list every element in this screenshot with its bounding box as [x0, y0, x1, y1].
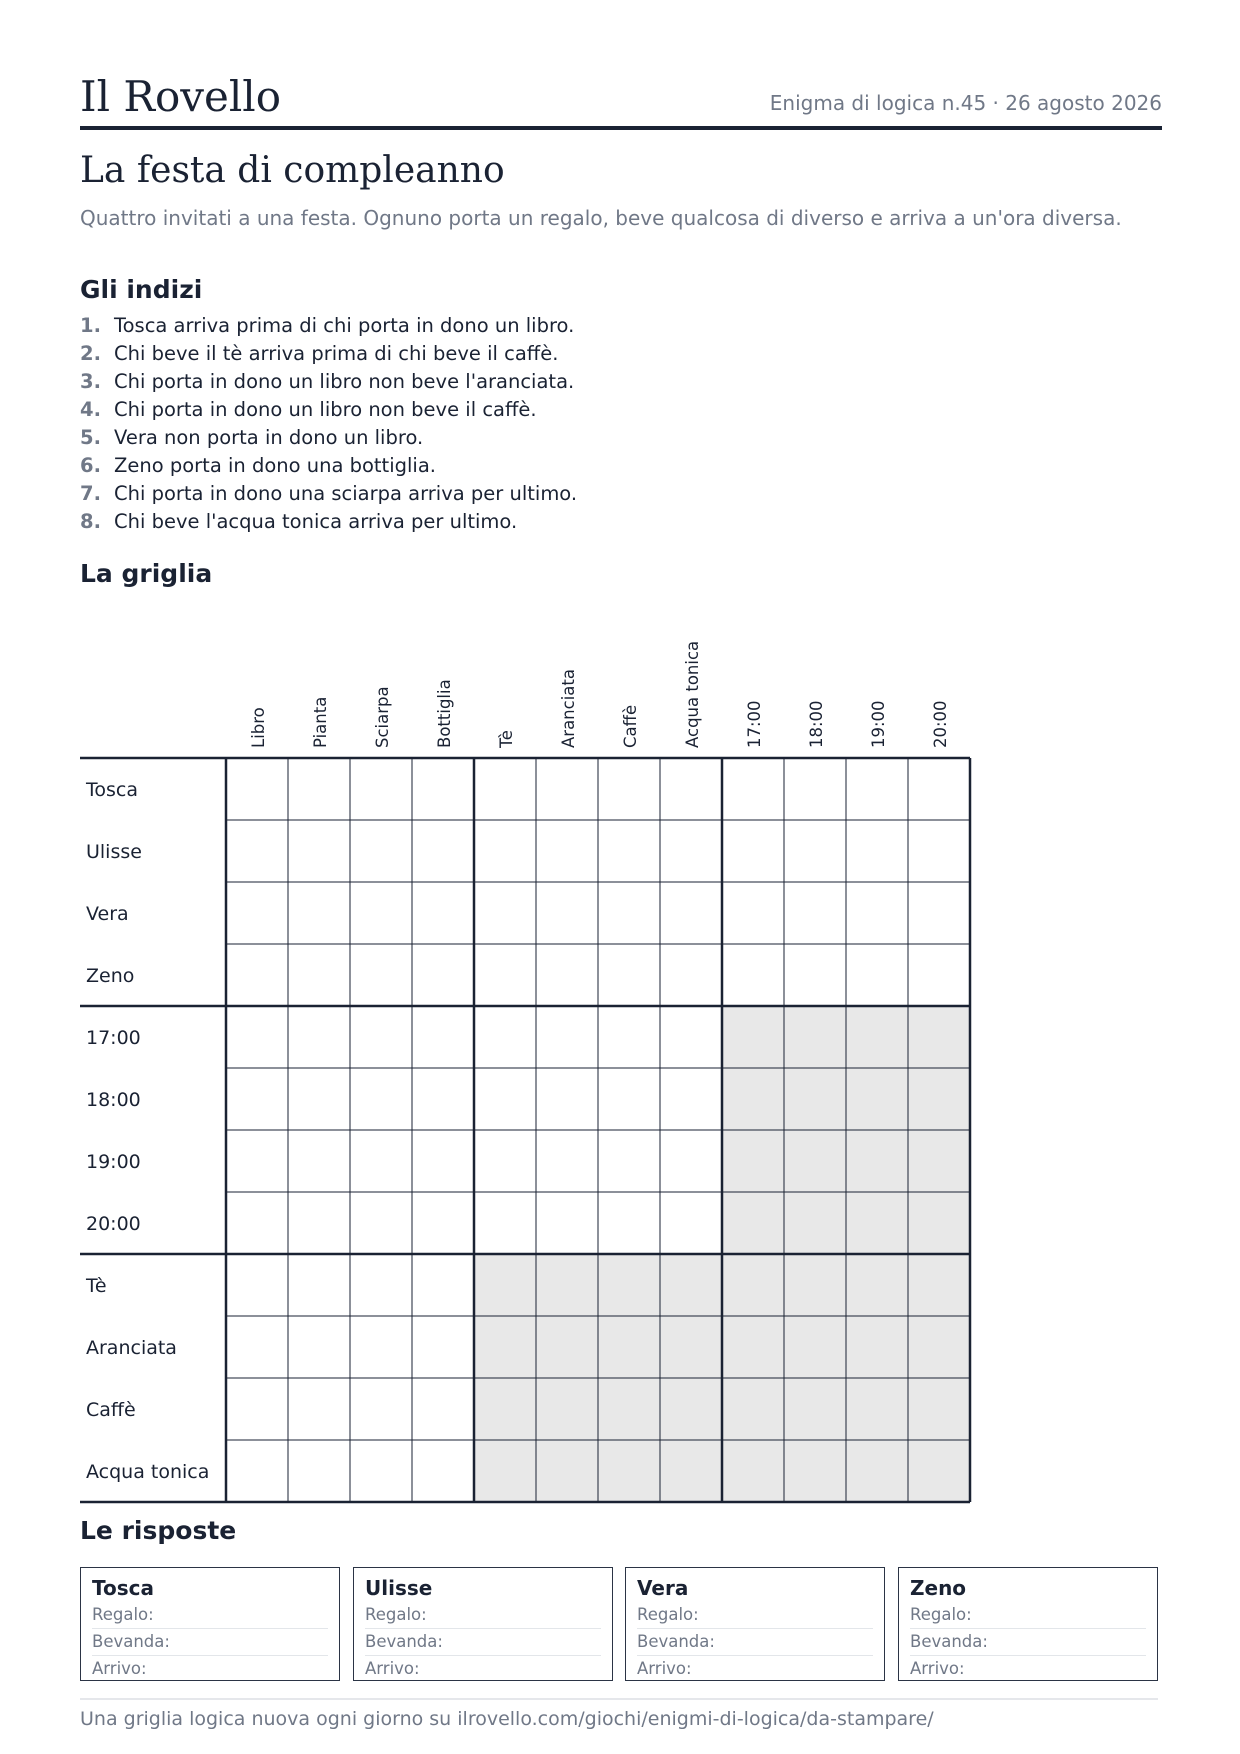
clue-text: Zeno porta in dono una bottiglia. — [114, 454, 436, 477]
row-header: Caffè — [86, 1399, 136, 1421]
column-header: 18:00 — [807, 700, 826, 748]
grid-cell[interactable] — [722, 820, 784, 882]
column-header: Caffè — [621, 704, 640, 748]
grid-cell[interactable] — [598, 758, 660, 820]
grid-cell[interactable] — [660, 820, 722, 882]
clue-number: 8. — [80, 510, 101, 533]
grid-cell[interactable] — [846, 820, 908, 882]
grid-cell[interactable] — [350, 758, 412, 820]
answers-section — [80, 1567, 1158, 1681]
grid-cell[interactable] — [412, 1006, 474, 1068]
grid-cell[interactable] — [226, 1006, 288, 1068]
grid-cell-blocked — [536, 1316, 598, 1378]
grid-cell[interactable] — [288, 1068, 350, 1130]
grid-cell[interactable] — [350, 1006, 412, 1068]
grid-cell-blocked — [908, 1192, 970, 1254]
grid-cell-blocked — [784, 1068, 846, 1130]
grid-cell[interactable] — [846, 944, 908, 1006]
grid-cell[interactable] — [598, 1068, 660, 1130]
column-header: Bottiglia — [435, 679, 454, 748]
clue-number: 2. — [80, 342, 101, 365]
answer-name: Ulisse — [365, 1576, 433, 1600]
answer-card-vera — [625, 1567, 885, 1681]
grid-cell[interactable] — [536, 758, 598, 820]
issue-info: Enigma di logica n.45 · 26 agosto 2026 — [769, 91, 1162, 115]
clue-text: Tosca arriva prima di chi porta in dono un libro. — [114, 314, 575, 337]
answer-field-drink[interactable]: Bevanda: — [637, 1629, 873, 1656]
grid-cell[interactable] — [412, 1192, 474, 1254]
grid-cell[interactable] — [226, 1068, 288, 1130]
grid-cell[interactable] — [660, 1130, 722, 1192]
grid-cell-blocked — [908, 1440, 970, 1502]
grid-cell[interactable] — [288, 1192, 350, 1254]
grid-cell-blocked — [846, 1130, 908, 1192]
answers-heading: Le risposte — [80, 1516, 237, 1545]
grid-cell[interactable] — [226, 882, 288, 944]
clue-number: 3. — [80, 370, 101, 393]
grid-cell[interactable] — [288, 1316, 350, 1378]
answer-field-arrival[interactable]: Arrivo: — [910, 1659, 965, 1678]
column-header: Pianta — [311, 696, 330, 748]
grid-cell[interactable] — [412, 820, 474, 882]
grid-cell[interactable] — [288, 1254, 350, 1316]
answer-field-gift[interactable]: Regalo: — [92, 1602, 328, 1629]
grid-cell-blocked — [846, 1068, 908, 1130]
grid-cell-blocked — [908, 1130, 970, 1192]
grid-cell-blocked — [598, 1316, 660, 1378]
grid-cell-blocked — [660, 1316, 722, 1378]
clue-text: Chi beve l'acqua tonica arriva per ultimo. — [114, 510, 518, 533]
grid-cell-blocked — [660, 1378, 722, 1440]
grid-cell-blocked — [784, 1192, 846, 1254]
grid-cell[interactable] — [412, 882, 474, 944]
clue-text: Vera non porta in dono un libro. — [114, 426, 424, 449]
grid-cell[interactable] — [784, 758, 846, 820]
grid-cell[interactable] — [474, 758, 536, 820]
puzzle-intro: Quattro invitati a una festa. Ognuno porta un regalo, beve qualcosa di diverso e arriva a un'ora diversa. — [80, 206, 1122, 230]
row-header: Vera — [86, 903, 129, 925]
clue-number: 1. — [80, 314, 101, 337]
clue-text: Chi beve il tè arriva prima di chi beve il caffè. — [114, 342, 559, 365]
grid-cell[interactable] — [412, 1378, 474, 1440]
grid-cell-blocked — [536, 1378, 598, 1440]
row-header: 20:00 — [86, 1213, 141, 1235]
grid-cell-blocked — [722, 1316, 784, 1378]
clue-text: Chi porta in dono un libro non beve l'aranciata. — [114, 370, 575, 393]
grid-cell[interactable] — [660, 1192, 722, 1254]
grid-cell[interactable] — [784, 882, 846, 944]
row-header: Ulisse — [86, 841, 142, 863]
grid-cell[interactable] — [536, 882, 598, 944]
column-header: 19:00 — [869, 700, 888, 748]
grid-cell[interactable] — [350, 1316, 412, 1378]
grid-cell[interactable] — [660, 1068, 722, 1130]
grid-cell-blocked — [908, 1006, 970, 1068]
grid-cell[interactable] — [226, 1130, 288, 1192]
grid-cell[interactable] — [536, 820, 598, 882]
grid-cell-blocked — [784, 1378, 846, 1440]
row-header: Zeno — [86, 965, 135, 987]
grid-cell[interactable] — [598, 1006, 660, 1068]
grid-cell[interactable] — [288, 944, 350, 1006]
row-header: Tè — [86, 1275, 107, 1297]
grid-cell[interactable] — [536, 1068, 598, 1130]
grid-cell[interactable] — [846, 758, 908, 820]
puzzle-title: La festa di compleanno — [80, 150, 505, 191]
grid-cell-blocked — [474, 1378, 536, 1440]
grid-cell[interactable] — [350, 1378, 412, 1440]
grid-cell[interactable] — [412, 1068, 474, 1130]
column-header: Acqua tonica — [683, 640, 702, 748]
grid-cell[interactable] — [536, 1192, 598, 1254]
answer-field-gift[interactable]: Regalo: — [637, 1602, 873, 1629]
grid-cell[interactable] — [288, 1006, 350, 1068]
grid-cell[interactable] — [288, 758, 350, 820]
grid-cell[interactable] — [908, 820, 970, 882]
grid-cell[interactable] — [412, 1316, 474, 1378]
grid-cell[interactable] — [598, 944, 660, 1006]
answer-field-arrival[interactable]: Arrivo: — [637, 1659, 692, 1678]
grid-cell[interactable] — [226, 1440, 288, 1502]
column-header: Tè — [497, 730, 516, 748]
grid-cell[interactable] — [536, 1006, 598, 1068]
grid-cell[interactable] — [722, 758, 784, 820]
grid-cell[interactable] — [226, 820, 288, 882]
clue-text: Chi porta in dono una sciarpa arriva per ultimo. — [114, 482, 578, 505]
grid-cell[interactable] — [598, 1192, 660, 1254]
answer-name: Zeno — [910, 1576, 967, 1600]
grid-cell[interactable] — [350, 1130, 412, 1192]
grid-cell-blocked — [722, 1378, 784, 1440]
grid-cell[interactable] — [722, 944, 784, 1006]
grid-cell-blocked — [536, 1254, 598, 1316]
answer-card-ulisse — [353, 1567, 613, 1681]
grid-cell[interactable] — [350, 1192, 412, 1254]
footer-note: Una griglia logica nuova ogni giorno su ilrovello.com/giochi/enigmi-di-logica/da-stampare/ — [80, 1698, 1158, 1732]
answer-name: Tosca — [92, 1576, 154, 1600]
answer-card-tosca — [80, 1567, 340, 1681]
grid-cell-blocked — [846, 1378, 908, 1440]
brand-title: Il Rovello — [80, 72, 282, 121]
grid-cell[interactable] — [660, 1006, 722, 1068]
column-header: 17:00 — [745, 700, 764, 748]
grid-cell[interactable] — [226, 1192, 288, 1254]
row-header: 19:00 — [86, 1151, 141, 1173]
answer-name: Vera — [637, 1576, 689, 1600]
grid-cell[interactable] — [474, 882, 536, 944]
grid-cell[interactable] — [412, 1130, 474, 1192]
grid-cell-blocked — [660, 1254, 722, 1316]
grid-cell-blocked — [598, 1378, 660, 1440]
grid-cell-blocked — [474, 1440, 536, 1502]
row-header: 17:00 — [86, 1027, 141, 1049]
grid-cell[interactable] — [660, 758, 722, 820]
grid-cell-blocked — [784, 1254, 846, 1316]
grid-cell-blocked — [660, 1440, 722, 1502]
clues-heading: Gli indizi — [80, 275, 203, 304]
grid-cell-blocked — [908, 1378, 970, 1440]
grid-cell[interactable] — [412, 1254, 474, 1316]
grid-cell[interactable] — [908, 758, 970, 820]
clue-number: 4. — [80, 398, 101, 421]
grid-cell-blocked — [536, 1440, 598, 1502]
answer-field-gift[interactable]: Regalo: — [910, 1602, 1146, 1629]
answer-field-drink[interactable]: Bevanda: — [910, 1629, 1146, 1656]
column-header: Sciarpa — [373, 686, 392, 748]
grid-cell[interactable] — [908, 944, 970, 1006]
grid-cell-blocked — [846, 1316, 908, 1378]
grid-cell[interactable] — [660, 882, 722, 944]
grid-cell[interactable] — [474, 1130, 536, 1192]
grid-cell-blocked — [722, 1130, 784, 1192]
grid-cell-blocked — [474, 1254, 536, 1316]
grid-cell-blocked — [846, 1192, 908, 1254]
answer-field-arrival[interactable]: Arrivo: — [92, 1659, 147, 1678]
grid-cell-blocked — [908, 1254, 970, 1316]
clue-number: 7. — [80, 482, 101, 505]
grid-cell[interactable] — [536, 944, 598, 1006]
grid-cell[interactable] — [226, 1316, 288, 1378]
row-header: Tosca — [86, 779, 138, 801]
grid-cell-blocked — [846, 1006, 908, 1068]
grid-cell[interactable] — [288, 820, 350, 882]
answer-card-zeno — [898, 1567, 1158, 1681]
grid-cell-blocked — [598, 1440, 660, 1502]
grid-cell-blocked — [908, 1068, 970, 1130]
grid-cell[interactable] — [288, 882, 350, 944]
grid-cell[interactable] — [474, 1068, 536, 1130]
grid-cell-blocked — [846, 1440, 908, 1502]
grid-cell[interactable] — [226, 758, 288, 820]
grid-cell-blocked — [598, 1254, 660, 1316]
grid-cell[interactable] — [350, 1068, 412, 1130]
grid-cell-blocked — [722, 1254, 784, 1316]
row-header: Acqua tonica — [86, 1461, 210, 1483]
grid-cell-blocked — [722, 1006, 784, 1068]
grid-cell[interactable] — [474, 1192, 536, 1254]
grid-cell[interactable] — [598, 882, 660, 944]
grid-cell[interactable] — [474, 944, 536, 1006]
grid-cell-blocked — [722, 1192, 784, 1254]
grid-cell-blocked — [722, 1440, 784, 1502]
row-header: Aranciata — [86, 1337, 177, 1359]
clue-text: Chi porta in dono un libro non beve il caffè. — [114, 398, 537, 421]
column-header: 20:00 — [931, 700, 950, 748]
grid-cell[interactable] — [598, 1130, 660, 1192]
grid-cell[interactable] — [412, 1440, 474, 1502]
grid-cell-blocked — [784, 1316, 846, 1378]
clue-number: 6. — [80, 454, 101, 477]
grid-cell-blocked — [474, 1316, 536, 1378]
answer-field-arrival[interactable]: Arrivo: — [365, 1659, 420, 1678]
grid-cell[interactable] — [288, 1378, 350, 1440]
grid-cell[interactable] — [474, 820, 536, 882]
grid-cell[interactable] — [226, 1254, 288, 1316]
grid-cell-blocked — [722, 1068, 784, 1130]
grid-cell[interactable] — [598, 820, 660, 882]
grid-cell[interactable] — [288, 1130, 350, 1192]
grid-cell[interactable] — [226, 1378, 288, 1440]
grid-cell[interactable] — [288, 1440, 350, 1502]
grid-cell-blocked — [784, 1006, 846, 1068]
grid-cell[interactable] — [722, 882, 784, 944]
grid-cell[interactable] — [660, 944, 722, 1006]
grid-cell[interactable] — [784, 820, 846, 882]
grid-heading: La griglia — [80, 559, 213, 588]
answer-field-gift[interactable]: Regalo: — [365, 1602, 601, 1629]
grid-cell[interactable] — [350, 1254, 412, 1316]
column-header: Libro — [249, 707, 268, 748]
grid-cell[interactable] — [846, 882, 908, 944]
grid-cell[interactable] — [412, 944, 474, 1006]
answer-field-drink[interactable]: Bevanda: — [92, 1629, 328, 1656]
grid-cell-blocked — [846, 1254, 908, 1316]
column-header: Aranciata — [559, 669, 578, 748]
row-header: 18:00 — [86, 1089, 141, 1111]
grid-cell[interactable] — [350, 1440, 412, 1502]
answer-field-drink[interactable]: Bevanda: — [365, 1629, 601, 1656]
grid-cell[interactable] — [536, 1130, 598, 1192]
grid-cell[interactable] — [412, 758, 474, 820]
grid-cell[interactable] — [908, 882, 970, 944]
grid-cell[interactable] — [474, 1006, 536, 1068]
grid-cell-blocked — [908, 1316, 970, 1378]
grid-cell[interactable] — [350, 882, 412, 944]
grid-cell[interactable] — [350, 944, 412, 1006]
grid-cell[interactable] — [350, 820, 412, 882]
clue-number: 5. — [80, 426, 101, 449]
grid-cell[interactable] — [784, 944, 846, 1006]
grid-cell[interactable] — [226, 944, 288, 1006]
grid-cell-blocked — [784, 1440, 846, 1502]
grid-cell-blocked — [784, 1130, 846, 1192]
